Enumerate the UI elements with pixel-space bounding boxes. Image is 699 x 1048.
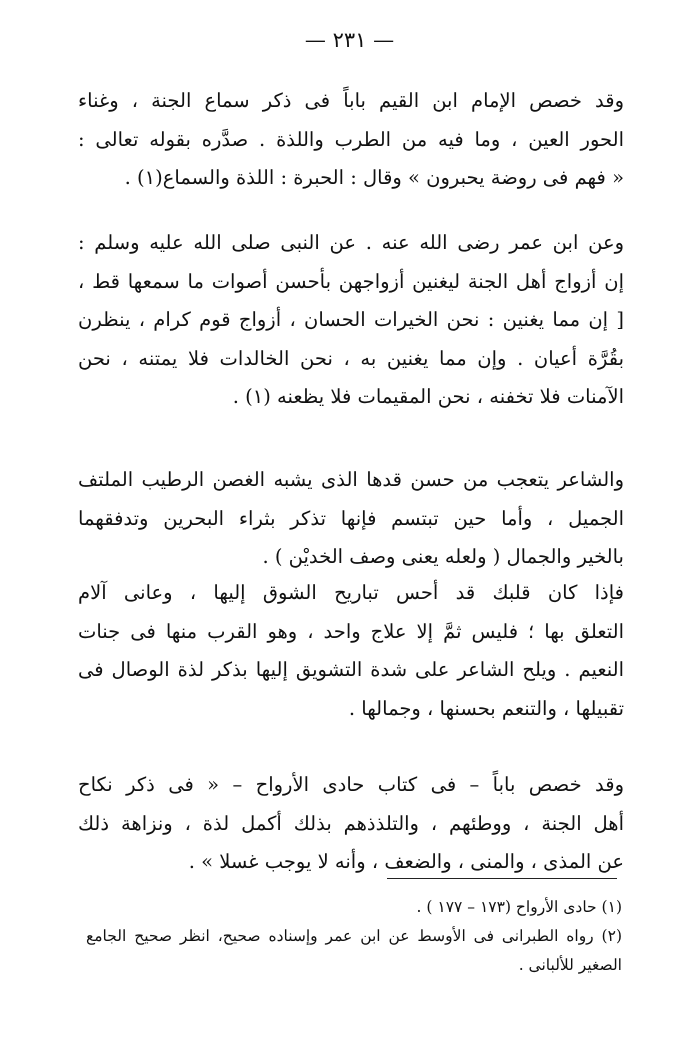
text-line: عن المذى ، والمنى ، والضعف ، وأنه لا يوجب غسلا » . (188, 850, 624, 873)
text-line: والشاعر يتعجب من حسن قدها الذى يشبه الغصن الرطيب الملتف (78, 468, 624, 491)
text-line: تقبيلها ، والتنعم بحسنها ، وجمالها . (348, 696, 624, 720)
text-line: الحور العين ، وما فيه من الطرب واللذة . صدَّره بقوله تعالى : (78, 127, 624, 151)
text-line: إن أزواج أهل الجنة ليغنين أزواجهن بأحسن أصوات ما سمعها قط ، (78, 269, 624, 293)
footnote-2: (٢) رواه الطبرانى فى الأوسط عن ابن عمر وإسناده صحيح، انظر صحيح الجامع (86, 927, 622, 945)
paragraph-2 (78, 224, 624, 417)
text-line: فإذا كان قلبك قد أحس تباريح الشوق إليها ، وعانى آلام (78, 581, 624, 604)
text-line: بقُرَّة أعيان . وإن مما يغنين به ، نحن الخالدات فلا يمتنه ، نحن (78, 346, 624, 370)
text-line: التعلق بها ؛ فليس ثمَّ إلا علاج واحد ، وهو القرب منها فى جنات (78, 619, 624, 643)
paragraph-4 (78, 574, 624, 728)
text-line: وعن ابن عمر رضى الله عنه . عن النبى صلى الله عليه وسلم : (78, 231, 624, 254)
text-line: [ إن مما يغنين : نحن الخيرات الحسان ، أزواج قوم كرام ، ينظرن (78, 308, 624, 331)
paragraph-3 (78, 461, 624, 577)
page-number: — ٢٣١ — (304, 28, 395, 52)
footnote-1: (١) حادى الأرواح (١٧٣ – ١٧٧ ) . (416, 898, 622, 916)
text-line: الآمنات فلا تخفنه ، نحن المقيمات فلا يظعنه (١) . (232, 385, 624, 408)
text-line: بالخير والجمال ( ولعله يعنى وصف الخديْن ) . (262, 545, 624, 568)
footnote-divider (387, 878, 617, 879)
text-line: وقد خصص الإمام ابن القيم باباً فى ذكر سماع الجنة ، وغناء (78, 89, 624, 112)
text-line: « فهم فى روضة يحبرون » وقال : الحبرة : اللذة والسماع(١) . (124, 166, 624, 189)
text-line: وقد خصص باباً – فى كتاب حادى الأرواح – « فى ذكر نكاح (78, 773, 624, 796)
paragraph-5 (78, 766, 624, 882)
footnotes (86, 893, 622, 980)
text-line: النعيم . ويلح الشاعر على شدة التشويق إليها بذكر لذة الوصال فى (78, 658, 624, 681)
footnote-2-continuation: الصغير للألبانى . (518, 956, 622, 974)
text-line: الجميل ، وأما حين تبتسم فإنها تذكر بثراء البحرين وتدفقهما (78, 506, 624, 530)
text-line: أهل الجنة ، ووطئهم ، والتلذذهم بذلك أكمل لذة ، ونزاهة ذلك (78, 811, 624, 835)
paragraph-1 (78, 82, 624, 198)
